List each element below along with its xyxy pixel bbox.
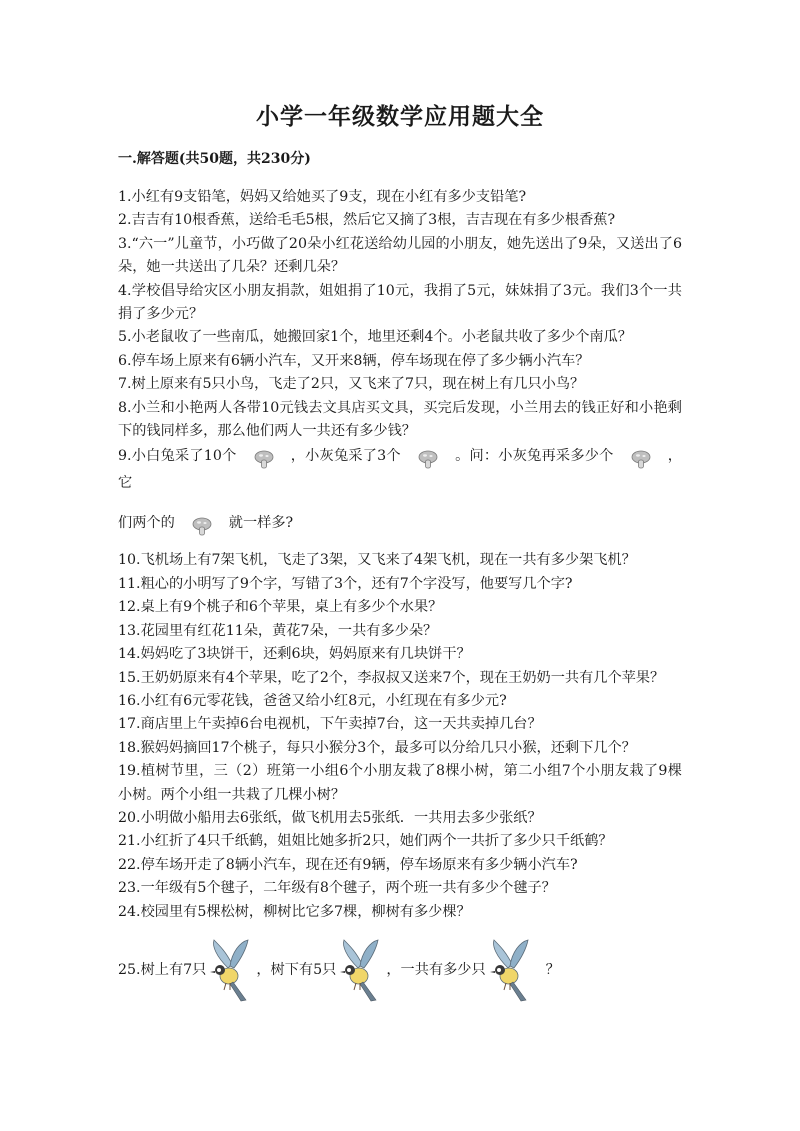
question-11: 11.粗心的小明写了9个字，写错了3个，还有7个字没写，他要写几个字? [118, 575, 573, 592]
mushroom-icon [191, 515, 213, 537]
q25-text-3: ，一共有多少只 [386, 962, 486, 979]
q9-text-6: 就一样多? [228, 515, 294, 532]
question-19: 19.植树节里，三（2）班第一小组6个小朋友栽了8棵小树，第二小组7个小朋友栽了9棵小树。两个小组一共栽了几棵小树？ [118, 763, 682, 803]
bird-icon [208, 938, 254, 1004]
question-22: 22.停车场开走了8辆小汽车，现在还有9辆，停车场原来有多少辆小汽车? [118, 856, 578, 873]
question-16: 16.小红有6元零花钱，爸爸又给小红8元，小红现在有多少元? [118, 692, 507, 709]
question-17: 17.商店里上午卖掉6台电视机，下午卖掉7台，这一天共卖掉几台？ [118, 716, 542, 733]
question-24: 24.校园里有5棵松树，柳树比它多7棵，柳树有多少棵？ [118, 903, 471, 920]
question-10: 10.飞机场上有7架飞机，飞走了3架，又飞来了4架飞机，现在一共有多少架飞机？ [118, 552, 636, 569]
question-13: 13.花园里有红花11朵，黄花7朵，一共有多少朵？ [118, 622, 438, 639]
page-title: 小学一年级数学应用题大全 [256, 103, 544, 130]
question-8: 8.小兰和小艳两人各带10元钱去文具店买文具，买完后发现，小兰用去的钱正好和小艳剩下的钱同样多，那么他们两人一共还有多少钱？ [118, 399, 682, 440]
question-25 [118, 936, 682, 1006]
question-list [118, 186, 682, 1006]
q9-text-3: 。问：小灰兔再采多少个 [454, 448, 614, 465]
q25-text-2: ，树下有5只 [256, 962, 337, 979]
section-heading: 一.解答题(共50题，共230分) [118, 151, 311, 167]
question-12: 12.桌上有9个桃子和6个苹果，桌上有多少个水果？ [118, 599, 443, 616]
question-3: 3.“六一”儿童节，小巧做了20朵小红花送给幼儿园的小朋友，她先送出了9朵，又送出了6朵，她一共送出了几朵？还剩几朵？ [118, 235, 682, 276]
mushroom-icon [417, 448, 439, 470]
question-4: 4.学校倡导给灾区小朋友捐款，姐姐捐了10元，我捐了5元，妹妹捐了3元。我们3个一共捐了多少元？ [118, 282, 682, 323]
question-20: 20.小明做小船用去6张纸，做飞机用去5张纸．一共用去多少张纸？ [118, 809, 542, 826]
bird-icon [488, 938, 534, 1004]
question-2: 2.吉吉有10根香蕉，送给毛毛5根，然后它又摘了3根，吉吉现在有多少根香蕉? [118, 212, 616, 229]
mushroom-icon [253, 448, 275, 470]
question-6: 6.停车场上原来有6辆小汽车，又开来8辆，停车场现在停了多少辆小汽车？ [118, 352, 590, 369]
question-5: 5.小老鼠收了一些南瓜，她搬回家1个，地里还剩4个。小老鼠共收了多少个南瓜？ [118, 329, 632, 346]
q9-text-1: 9.小白兔采了10个 [118, 448, 237, 465]
question-15: 15.王奶奶原来有4个苹果，吃了2个，李叔叔又送来7个，现在王奶奶一共有几个苹果？ [118, 669, 665, 686]
question-9 [118, 443, 682, 537]
question-7: 7.树上原来有5只小鸟，飞走了2只，又飞来了7只，现在树上有几只小鸟？ [118, 376, 585, 393]
q9-line-2 [118, 510, 682, 537]
bird-icon [338, 938, 384, 1004]
q25-text-4: ？ [545, 962, 560, 979]
q25-text-1: 25.树上有7只 [118, 962, 207, 979]
q9-text-2: ，小灰兔采了3个 [290, 448, 401, 465]
question-18: 18.猴妈妈摘回17个桃子，每只小猴分3个，最多可以分给几只小猴，还剩下几个？ [118, 739, 636, 756]
question-1: 1.小红有9支铅笔，妈妈又给她买了9支，现在小红有多少支铅笔? [118, 189, 527, 205]
q9-text-4: ，它 [118, 448, 682, 492]
question-21: 21.小红折了4只千纸鹤，姐姐比她多折2只，她们两个一共折了多少只千纸鹤？ [118, 833, 613, 850]
mushroom-icon [630, 448, 652, 470]
question-23: 23.一年级有5个毽子，二年级有8个毽子，两个班一共有多少个毽子？ [118, 880, 556, 897]
question-14: 14.妈妈吃了3块饼干，还剩6块，妈妈原来有几块饼干？ [118, 646, 471, 663]
q9-text-5: 们两个的 [118, 515, 175, 532]
